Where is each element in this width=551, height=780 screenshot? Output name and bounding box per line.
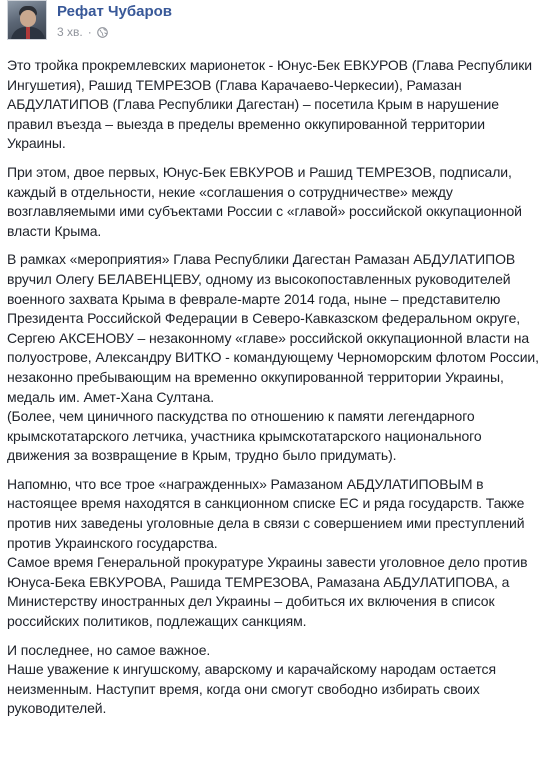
post-body — [7, 56, 547, 728]
author-avatar[interactable] — [7, 0, 47, 40]
post-header — [7, 0, 537, 46]
post-paragraph: Это тройка прокремлевских марионеток - Юнус-Бек ЕВКУРОВ (Глава Республики Ингушетия), Рашид ТЕМРЕЗОВ (Глава Карачаево-Черкесии), Рамазан АБДУЛАТИПОВ (Глава Республики Дагестан) – посетила Крым в нарушение правил въезда – выезда в пределы временно оккупированной территории Украины. — [7, 57, 532, 152]
post-paragraph: Напомню, что все трое «награжденных» Рамазаном АБДУЛАТИПОВЫМ в настоящее время находятся в санкционном списке ЕС и ряда государств. Также против них заведены уголовные дела в связи с совершением ими преступлений против Украинского государства. Самое время Генеральной прокуратуре Украины завести уголовное дело против Юнуса-Бека ЕВКУРОВА, Рашида ТЕМРЕЗОВА, Рамазана АБДУЛАТИПОВА, а Министерству иностранных дел Украины – добиться их включения в список российских политиков, подлежащих санкциям. — [7, 475, 528, 630]
avatar-tie — [26, 27, 30, 39]
meta-separator: · — [87, 25, 92, 39]
post-paragraph: В рамках «мероприятия» Глава Республики Дагестан Рамазан АБДУЛАТИПОВ вручил Олегу БЕЛАВЕНЦЕВУ, одному из высокопоставленных руководителей военного захвата Крыма в феврале-марте 2014 года, ныне – представителю Президента Российской Федерации в Северо-Кавказском федеральном округе, Сергею АКСЕНОВУ – незаконному «главе» российской оккупационной власти на полуострове, Александру ВИТКО - командующему Черноморским флотом России, незаконно пребывающим на временно оккупированной территории Украины, медаль им. Амет-Хана Султана. (Более, чем циничного паскудства по отношению к памяти легендарного крымскотатарского летчика, участника крымскотатарского национального движения за возвращение в Крым, трудно было придумать). — [7, 251, 539, 464]
avatar-face — [20, 10, 36, 27]
post-paragraph: При этом, двое первых, Юнус-Бек ЕВКУРОВ и Рашид ТЕМРЕЗОВ, подписали, каждый в отдельности, некие «соглашения о сотрудничестве» между возглавляемыми ими субъектами России с «главой» российской оккупационной власти Крыма. — [7, 163, 522, 239]
author-name[interactable]: Рефат Чубаров — [57, 3, 172, 20]
post-meta — [57, 25, 108, 39]
post-paragraph: И последнее, но самое важное. Наше уважение к ингушскому, аварскому и карачайскому народам остается неизменным. Наступит время, когда они смогут свободно избирать своих руководителей. — [7, 641, 496, 717]
post-timestamp[interactable]: 3 хв. — [57, 25, 83, 39]
globe-icon[interactable] — [97, 27, 108, 38]
